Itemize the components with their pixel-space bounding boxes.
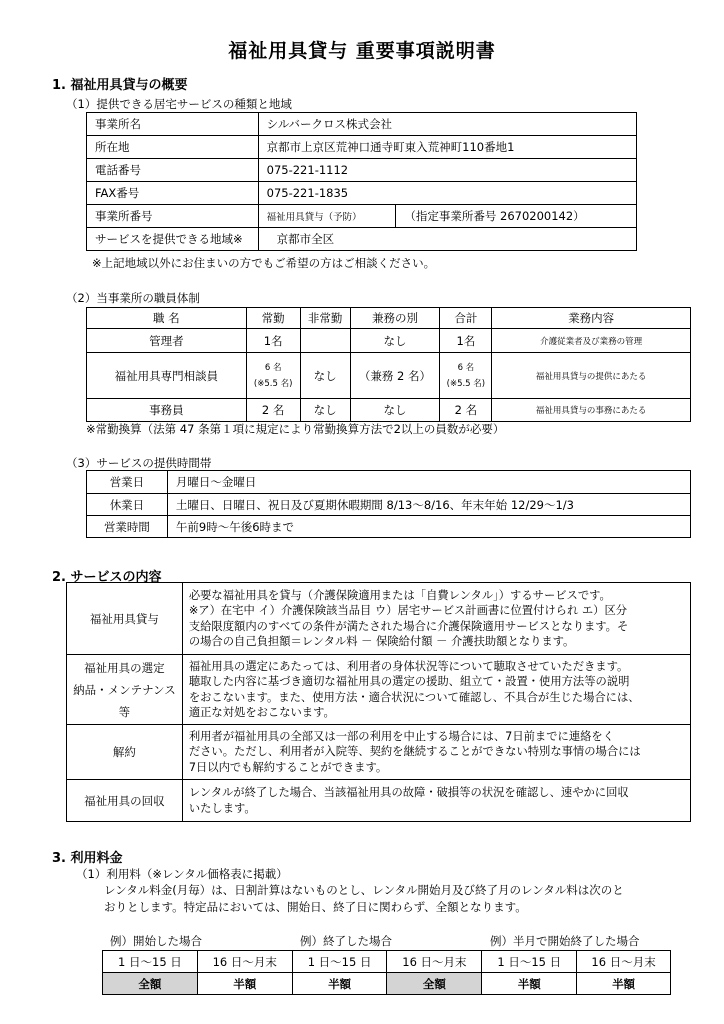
collection-description <box>182 780 690 822</box>
pricing-description <box>104 882 624 916</box>
manager-total: 1名 <box>440 329 492 353</box>
selection-label-line: 等 <box>118 704 131 719</box>
office-name-value: シルバークロス株式会社 <box>258 113 636 136</box>
service-content-table <box>66 582 691 822</box>
office-info-table <box>86 112 637 251</box>
prorate-amount-row <box>103 973 671 995</box>
fax-label: FAX番号 <box>87 182 259 205</box>
collection-line: いたします。 <box>188 801 256 815</box>
manager-fulltime: 1名 <box>246 329 300 353</box>
collection-line: レンタルが終了した場合、当該福祉用具の故障・破損等の状況を確認し、速やかに回収 <box>188 786 629 799</box>
end-range-1: 1 日～15 日 <box>292 951 387 973</box>
end-range-2: 16 日～月末 <box>387 951 482 973</box>
collection-label: 福祉用具の回収 <box>67 780 183 822</box>
rental-line: ※ア）在宅中 イ）介護保険該当品目 ウ）居宅サービス計画書に位置付けられ エ）区分 <box>188 604 628 617</box>
staff-table <box>86 307 691 422</box>
service-area-value: 京都市全区 <box>258 228 636 251</box>
document-title: 福祉用具貸与 重要事項説明書 <box>228 40 496 62</box>
header-title: 職 名 <box>87 308 247 329</box>
consultant-fulltime-count: 6 名 <box>264 362 282 373</box>
selection-line: 聴取した内容に基づき適切な福祉用具の選定の援助、組立て・設置・使用方法等の説明 <box>188 675 630 688</box>
start-range-1: 1 日～15 日 <box>103 951 198 973</box>
business-hours-label: 営業時間 <box>87 516 168 538</box>
clerk-parttime: なし <box>300 399 350 422</box>
consultant-title: 福祉用具専門相談員 <box>87 353 247 399</box>
end-amount-1: 半額 <box>292 973 387 995</box>
manager-concurrent: なし <box>350 329 440 353</box>
pricing-description-line: レンタル料金(月毎）は、日割計算はないものとし、レンタル開始月及び終了月のレンタル料は次のと <box>104 883 624 897</box>
header-parttime: 非常勤 <box>300 308 350 329</box>
phone-label: 電話番号 <box>87 159 259 182</box>
rental-row <box>67 583 691 655</box>
consultant-parttime: なし <box>300 353 350 399</box>
phone-value: 075-221-1112 <box>258 159 636 182</box>
clerk-duty: 福祉用具貸与の事務にあたる <box>492 399 691 422</box>
cancellation-label: 解約 <box>67 725 183 780</box>
section-1-1-heading: （1）提供できる居宅サービスの種類と地域 <box>66 97 292 111</box>
office-number-designation: （指定事業所番号 2670200142） <box>396 205 637 228</box>
section-1-2-heading: （2）当事業所の職員体制 <box>66 291 200 305</box>
section-1-heading: 1. 福祉用具貸与の概要 <box>52 78 188 93</box>
start-amount-2: 半額 <box>197 973 292 995</box>
example-halfmonth-caption: 例）半月で開始終了した場合 <box>490 934 640 948</box>
address-label: 所在地 <box>87 136 259 159</box>
fax-value: 075-221-1835 <box>258 182 636 205</box>
service-area-note: ※上記地域以外にお住まいの方でもご希望の方はご相談ください。 <box>92 256 436 270</box>
business-days-value: 月曜日～金曜日 <box>167 471 690 494</box>
office-name-label: 事業所名 <box>87 113 259 136</box>
cancellation-line: 利用者が福祉用具の全部又は一部の利用を中止する場合には、7日前までに連絡をく <box>188 729 615 743</box>
office-name-row <box>87 113 637 136</box>
half-range-2: 16 日～月末 <box>577 951 671 973</box>
section-3-heading: 3. 利用料金 <box>52 851 123 866</box>
holidays-row <box>87 494 691 516</box>
section-3-1-heading: （1）利用料（※レンタル価格表に掲載） <box>76 867 288 881</box>
consultant-concurrent: （兼務 2 名） <box>350 353 440 399</box>
fte-note: ※常勤換算（法第 47 条第１項に規定により常勤換算方法で2以上の員数が必要） <box>86 422 505 436</box>
holidays-label: 休業日 <box>87 494 168 516</box>
rental-description <box>182 583 690 655</box>
fax-row <box>87 182 637 205</box>
hours-table <box>86 470 691 538</box>
office-number-service: 福祉用具貸与（予防） <box>258 205 396 228</box>
header-concurrent: 兼務の別 <box>350 308 440 329</box>
selection-label-line: 納品・メンテナンス <box>73 682 176 697</box>
selection-line: 適正な対処をおこないます。 <box>188 706 335 719</box>
consultant-total <box>440 353 492 399</box>
selection-label <box>67 655 183 725</box>
start-range-2: 16 日～月末 <box>197 951 292 973</box>
selection-line: をおこないます。また、使用方法・適合状況について確認し、不具合が生じた場合には、 <box>188 690 640 704</box>
prorate-table <box>102 950 671 995</box>
address-row <box>87 136 637 159</box>
business-days-row <box>87 471 691 494</box>
cancellation-description <box>182 725 690 780</box>
example-start-caption: 例）開始した場合 <box>110 934 202 948</box>
manager-parttime <box>300 329 350 353</box>
cancellation-line: 7日以内でも解約することができます。 <box>188 760 388 774</box>
office-number-label: 事業所番号 <box>87 205 259 228</box>
consultant-fulltime-fte: (※5.5 名) <box>253 378 293 389</box>
clerk-title: 事務員 <box>87 399 247 422</box>
pricing-description-line: おりとします。特定品においては、開始日、終了日に関わらず、全額となります。 <box>104 900 527 914</box>
business-days-label: 営業日 <box>87 471 168 494</box>
address-value: 京都市上京区荒神口通寺町東入荒神町110番地1 <box>258 136 636 159</box>
service-area-label: サービスを提供できる地域※ <box>87 228 259 251</box>
rental-line: 必要な福祉用具を貸与（介護保険適用または「自費レンタル」）するサービスです。 <box>188 588 611 602</box>
collection-row <box>67 780 691 822</box>
header-duty: 業務内容 <box>492 308 691 329</box>
consultant-duty: 福祉用具貸与の提供にあたる <box>492 353 691 399</box>
rental-label: 福祉用具貸与 <box>67 583 183 655</box>
phone-row <box>87 159 637 182</box>
consultant-total-fte: (※5.5 名) <box>446 378 486 389</box>
section-1-3-heading: （3）サービスの提供時間帯 <box>66 456 212 470</box>
cancellation-line: ださい。ただし、利用者が入院等、契約を継続することができない特別な事情の場合には <box>188 745 641 759</box>
example-end-caption: 例）終了した場合 <box>300 934 392 948</box>
half-amount-1: 半額 <box>482 973 577 995</box>
clerk-total: 2 名 <box>440 399 492 422</box>
manager-title: 管理者 <box>87 329 247 353</box>
consultant-row <box>87 353 691 399</box>
end-amount-2: 全額 <box>387 973 482 995</box>
prorate-range-row <box>103 951 671 973</box>
header-fulltime: 常勤 <box>246 308 300 329</box>
start-amount-1: 全額 <box>103 973 198 995</box>
selection-description <box>182 655 690 725</box>
clerk-concurrent: なし <box>350 399 440 422</box>
manager-row <box>87 329 691 353</box>
rental-line: の場合の自己負担額＝レンタル料 － 保険給付額 － 介護扶助額となります。 <box>188 635 575 648</box>
business-hours-row <box>87 516 691 538</box>
header-total: 合計 <box>440 308 492 329</box>
business-hours-value: 午前9時～午後6時まで <box>167 516 690 538</box>
consultant-fulltime <box>246 353 300 399</box>
staff-header-row <box>87 308 691 329</box>
half-range-1: 1 日～15 日 <box>482 951 577 973</box>
office-number-row <box>87 205 637 228</box>
manager-duty: 介護従業者及び業務の管理 <box>492 329 691 353</box>
consultant-total-count: 6 名 <box>457 362 475 373</box>
cancellation-row <box>67 725 691 780</box>
holidays-value: 土曜日、日曜日、祝日及び夏期休暇期間 8/13～8/16、年末年始 12/29～1/3 <box>167 494 690 516</box>
half-amount-2: 半額 <box>577 973 671 995</box>
selection-line: 福祉用具の選定にあたっては、利用者の身体状況等について聴取させていただきます。 <box>188 659 629 673</box>
clerk-fulltime: 2 名 <box>246 399 300 422</box>
rental-line: 支給限度額内のすべての条件が満たされた場合に介護保険適用サービスとなります。そ <box>188 619 629 633</box>
clerk-row <box>87 399 691 422</box>
selection-row <box>67 655 691 725</box>
service-area-row <box>87 228 637 251</box>
selection-label-line: 福祉用具の選定 <box>84 660 165 675</box>
section-2-heading: 2. サービスの内容 <box>52 570 162 585</box>
